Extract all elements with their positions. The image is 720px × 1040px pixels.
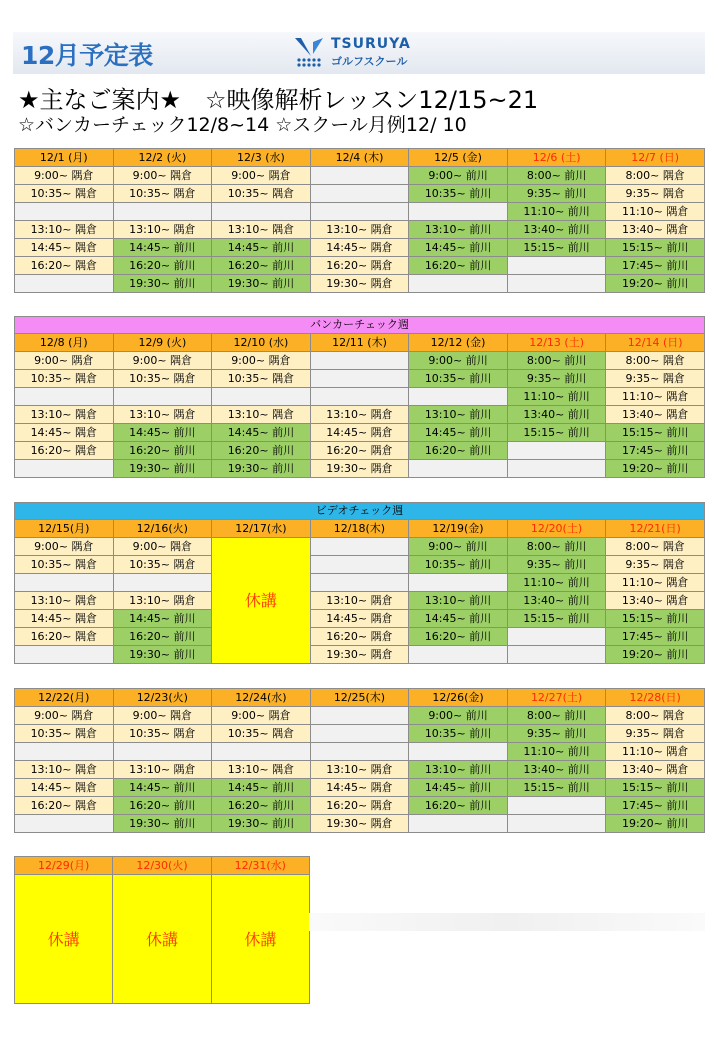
- lesson-slot: 9:00~ 隅倉: [113, 167, 212, 185]
- day-header: 12/17(水): [212, 520, 311, 538]
- lesson-slot: 19:30~ 前川: [113, 815, 212, 833]
- day-header: 12/11 (木): [310, 334, 409, 352]
- lesson-slot: 10:35~ 隅倉: [212, 370, 311, 388]
- time-slot-row: [15, 610, 705, 628]
- time-slot-row: [15, 167, 705, 185]
- empty-slot: [310, 167, 409, 185]
- lesson-slot: 14:45~ 前川: [409, 779, 508, 797]
- day-header: 12/2 (火): [113, 149, 212, 167]
- lesson-slot: 19:30~ 隅倉: [310, 646, 409, 664]
- empty-slot: [310, 743, 409, 761]
- lesson-slot: 9:00~ 前川: [409, 707, 508, 725]
- empty-slot: [212, 743, 311, 761]
- lesson-slot: 16:20~ 隅倉: [310, 797, 409, 815]
- lesson-slot: 9:00~ 隅倉: [212, 707, 311, 725]
- lesson-slot: 19:30~ 前川: [113, 460, 212, 478]
- lesson-slot: 9:00~ 隅倉: [15, 352, 114, 370]
- lesson-slot: 8:00~ 隅倉: [606, 538, 705, 556]
- lesson-slot: 14:45~ 前川: [212, 424, 311, 442]
- lesson-slot: 19:20~ 前川: [606, 460, 705, 478]
- lesson-slot: 9:35~ 前川: [507, 725, 606, 743]
- lesson-slot: 10:35~ 前川: [409, 556, 508, 574]
- lesson-slot: 17:45~ 前川: [606, 797, 705, 815]
- lesson-slot: 9:35~ 隅倉: [606, 370, 705, 388]
- time-slot-row: [15, 725, 705, 743]
- time-slot-row: [15, 257, 705, 275]
- time-slot-row: [15, 442, 705, 460]
- day-header: 12/26(金): [409, 689, 508, 707]
- lesson-slot: 8:00~ 隅倉: [606, 707, 705, 725]
- lesson-slot: 14:45~ 隅倉: [310, 779, 409, 797]
- lesson-slot: 8:00~ 前川: [507, 352, 606, 370]
- time-slot-row: [15, 797, 705, 815]
- day-header: 12/27(土): [507, 689, 606, 707]
- lesson-slot: 11:10~ 前川: [507, 388, 606, 406]
- lesson-slot: 9:35~ 隅倉: [606, 725, 705, 743]
- lesson-slot: 13:10~ 隅倉: [113, 761, 212, 779]
- lesson-slot: 16:20~ 前川: [113, 628, 212, 646]
- lesson-slot: 14:45~ 前川: [409, 239, 508, 257]
- time-slot-row: [15, 592, 705, 610]
- lesson-slot: 10:35~ 隅倉: [113, 725, 212, 743]
- lesson-slot: 10:35~ 前川: [409, 725, 508, 743]
- lesson-slot: 13:10~ 前川: [409, 592, 508, 610]
- announcement-line-2: ☆バンカーチェック12/8~14 ☆スクール月例12/ 10: [18, 114, 467, 136]
- lesson-slot: 9:00~ 隅倉: [15, 167, 114, 185]
- time-slot-row: [15, 239, 705, 257]
- lesson-slot: 14:45~ 前川: [409, 424, 508, 442]
- lesson-slot: 13:40~ 前川: [507, 592, 606, 610]
- empty-slot: [409, 743, 508, 761]
- empty-slot: [409, 574, 508, 592]
- lesson-slot: 13:10~ 隅倉: [15, 592, 114, 610]
- lesson-slot: 19:20~ 前川: [606, 646, 705, 664]
- day-header: 12/13 (土): [507, 334, 606, 352]
- lesson-slot: 9:35~ 隅倉: [606, 556, 705, 574]
- lesson-slot: 13:40~ 前川: [507, 406, 606, 424]
- day-header: 12/15(月): [15, 520, 114, 538]
- lesson-slot: 16:20~ 隅倉: [15, 257, 114, 275]
- lesson-slot: 16:20~ 前川: [409, 628, 508, 646]
- empty-slot: [310, 388, 409, 406]
- closed-day-cell: 休講: [113, 875, 211, 1004]
- empty-slot: [507, 815, 606, 833]
- empty-slot: [310, 707, 409, 725]
- day-header: 12/18(木): [310, 520, 409, 538]
- lesson-slot: 15:15~ 前川: [507, 239, 606, 257]
- lesson-slot: 16:20~ 前川: [212, 257, 311, 275]
- empty-slot: [409, 460, 508, 478]
- empty-slot: [113, 388, 212, 406]
- empty-slot: [507, 797, 606, 815]
- lesson-slot: 17:45~ 前川: [606, 257, 705, 275]
- lesson-slot: 14:45~ 前川: [113, 239, 212, 257]
- lesson-slot: 16:20~ 隅倉: [15, 628, 114, 646]
- lesson-slot: 9:35~ 前川: [507, 370, 606, 388]
- lesson-slot: 9:00~ 隅倉: [15, 538, 114, 556]
- day-header: 12/20(土): [507, 520, 606, 538]
- lesson-slot: 15:15~ 前川: [606, 239, 705, 257]
- lesson-slot: 9:00~ 隅倉: [113, 707, 212, 725]
- lesson-slot: 19:20~ 前川: [606, 275, 705, 293]
- empty-slot: [507, 442, 606, 460]
- schedule-week-4: [14, 688, 705, 833]
- time-slot-row: [15, 460, 705, 478]
- lesson-slot: 14:45~ 隅倉: [15, 239, 114, 257]
- lesson-slot: 13:10~ 隅倉: [212, 406, 311, 424]
- lesson-slot: 9:00~ 前川: [409, 352, 508, 370]
- empty-slot: [409, 646, 508, 664]
- lesson-slot: 10:35~ 前川: [409, 185, 508, 203]
- lesson-slot: 9:00~ 隅倉: [212, 352, 311, 370]
- empty-slot: [15, 275, 114, 293]
- lesson-slot: 11:10~ 前川: [507, 203, 606, 221]
- lesson-slot: 9:35~ 前川: [507, 185, 606, 203]
- lesson-slot: 13:40~ 前川: [507, 761, 606, 779]
- week-banner: ビデオチェック週: [15, 503, 705, 520]
- lesson-slot: 19:30~ 隅倉: [310, 460, 409, 478]
- lesson-slot: 9:35~ 隅倉: [606, 185, 705, 203]
- lesson-slot: 9:00~ 前川: [409, 538, 508, 556]
- day-header: 12/4 (木): [310, 149, 409, 167]
- lesson-slot: 19:30~ 前川: [212, 815, 311, 833]
- time-slot-row: [15, 628, 705, 646]
- day-header: 12/12 (金): [409, 334, 508, 352]
- lesson-slot: 13:10~ 隅倉: [113, 406, 212, 424]
- golf-swing-icon: [291, 36, 327, 70]
- lesson-slot: 10:35~ 前川: [409, 370, 508, 388]
- empty-slot: [507, 275, 606, 293]
- empty-slot: [15, 460, 114, 478]
- day-header: 12/24(水): [212, 689, 311, 707]
- lesson-slot: 13:40~ 隅倉: [606, 592, 705, 610]
- lesson-slot: 15:15~ 前川: [606, 424, 705, 442]
- day-header: 12/3 (水): [212, 149, 311, 167]
- time-slot-row: [15, 424, 705, 442]
- empty-slot: [113, 574, 212, 592]
- lesson-slot: 15:15~ 前川: [606, 610, 705, 628]
- day-header: 12/10 (水): [212, 334, 311, 352]
- lesson-slot: 14:45~ 前川: [113, 779, 212, 797]
- lesson-slot: 17:45~ 前川: [606, 628, 705, 646]
- lesson-slot: 11:10~ 隅倉: [606, 203, 705, 221]
- empty-slot: [113, 743, 212, 761]
- time-slot-row: [15, 556, 705, 574]
- empty-slot: [212, 388, 311, 406]
- time-slot-row: [15, 761, 705, 779]
- closed-day-cell: 休講: [212, 538, 311, 664]
- lesson-slot: 15:15~ 前川: [507, 424, 606, 442]
- lesson-slot: 13:40~ 隅倉: [606, 406, 705, 424]
- lesson-slot: 11:10~ 隅倉: [606, 743, 705, 761]
- lesson-slot: 9:00~ 隅倉: [113, 352, 212, 370]
- empty-slot: [310, 370, 409, 388]
- lesson-slot: 16:20~ 前川: [409, 442, 508, 460]
- day-header: 12/30(火): [113, 857, 211, 875]
- day-header: 12/1 (月): [15, 149, 114, 167]
- lesson-slot: 15:15~ 前川: [606, 779, 705, 797]
- lesson-slot: 14:45~ 前川: [212, 779, 311, 797]
- day-header: 12/6 (土): [507, 149, 606, 167]
- lesson-slot: 14:45~ 隅倉: [15, 779, 114, 797]
- lesson-slot: 14:45~ 隅倉: [310, 239, 409, 257]
- lesson-slot: 19:30~ 前川: [113, 275, 212, 293]
- empty-slot: [507, 628, 606, 646]
- time-slot-row: [15, 538, 705, 556]
- page-header: [13, 32, 705, 74]
- empty-slot: [310, 203, 409, 221]
- empty-slot: [310, 538, 409, 556]
- empty-slot: [113, 203, 212, 221]
- empty-slot: [310, 185, 409, 203]
- lesson-slot: 16:20~ 前川: [212, 442, 311, 460]
- time-slot-row: [15, 388, 705, 406]
- lesson-slot: 14:45~ 隅倉: [310, 610, 409, 628]
- lesson-slot: 10:35~ 隅倉: [15, 185, 114, 203]
- lesson-slot: 14:45~ 前川: [409, 610, 508, 628]
- lesson-slot: 14:45~ 前川: [212, 239, 311, 257]
- lesson-slot: 8:00~ 前川: [507, 167, 606, 185]
- lesson-slot: 9:00~ 前川: [409, 167, 508, 185]
- lesson-slot: 13:10~ 隅倉: [15, 406, 114, 424]
- tsuruya-logo: [291, 35, 431, 71]
- empty-slot: [15, 743, 114, 761]
- time-slot-row: [15, 707, 705, 725]
- lesson-slot: 11:10~ 隅倉: [606, 388, 705, 406]
- empty-slot: [310, 725, 409, 743]
- lesson-slot: 10:35~ 隅倉: [212, 185, 311, 203]
- time-slot-row: [15, 185, 705, 203]
- lesson-slot: 13:10~ 隅倉: [113, 592, 212, 610]
- time-slot-row: [15, 406, 705, 424]
- schedule-week-3: [14, 502, 705, 664]
- empty-slot: [212, 203, 311, 221]
- day-header: 12/14 (日): [606, 334, 705, 352]
- day-header: 12/19(金): [409, 520, 508, 538]
- lesson-slot: 13:10~ 隅倉: [310, 221, 409, 239]
- lesson-slot: 10:35~ 隅倉: [113, 185, 212, 203]
- day-header: 12/8 (月): [15, 334, 114, 352]
- lesson-slot: 9:00~ 隅倉: [113, 538, 212, 556]
- lesson-slot: 10:35~ 隅倉: [113, 556, 212, 574]
- lesson-slot: 16:20~ 前川: [113, 257, 212, 275]
- schedule-week-1: [14, 148, 705, 293]
- lesson-slot: 13:10~ 隅倉: [113, 221, 212, 239]
- empty-slot: [15, 815, 114, 833]
- empty-slot: [15, 646, 114, 664]
- empty-slot: [409, 815, 508, 833]
- lesson-slot: 19:30~ 前川: [212, 460, 311, 478]
- lesson-slot: 13:10~ 前川: [409, 761, 508, 779]
- lesson-slot: 13:10~ 隅倉: [212, 761, 311, 779]
- time-slot-row: [15, 743, 705, 761]
- day-header: 12/28(日): [606, 689, 705, 707]
- empty-slot: [310, 556, 409, 574]
- time-slot-row: [15, 779, 705, 797]
- logo-brand: TSURUYA: [331, 36, 411, 52]
- lesson-slot: 8:00~ 隅倉: [606, 352, 705, 370]
- lesson-slot: 10:35~ 隅倉: [113, 370, 212, 388]
- lesson-slot: 9:00~ 隅倉: [15, 707, 114, 725]
- lesson-slot: 15:15~ 前川: [507, 779, 606, 797]
- announcement-line-1: ★主なご案内★ ☆映像解析レッスン12/15~21: [18, 86, 539, 114]
- lesson-slot: 16:20~ 隅倉: [15, 442, 114, 460]
- empty-slot: [310, 574, 409, 592]
- schedule-week-2: [14, 316, 705, 478]
- lesson-slot: 10:35~ 隅倉: [15, 370, 114, 388]
- time-slot-row: [15, 221, 705, 239]
- time-slot-row: [15, 370, 705, 388]
- lesson-slot: 8:00~ 隅倉: [606, 167, 705, 185]
- lesson-slot: 13:10~ 前川: [409, 406, 508, 424]
- lesson-slot: 13:10~ 隅倉: [15, 221, 114, 239]
- lesson-slot: 13:10~ 隅倉: [212, 221, 311, 239]
- page-title: 12月予定表: [21, 41, 153, 70]
- lesson-slot: 19:30~ 隅倉: [310, 815, 409, 833]
- lesson-slot: 19:30~ 前川: [212, 275, 311, 293]
- logo-subtitle: ゴルフスクール: [331, 55, 408, 68]
- lesson-slot: 14:45~ 隅倉: [310, 424, 409, 442]
- time-slot-row: [15, 352, 705, 370]
- lesson-slot: 16:20~ 前川: [409, 257, 508, 275]
- time-slot-row: [15, 646, 705, 664]
- empty-slot: [507, 646, 606, 664]
- time-slot-row: [15, 574, 705, 592]
- empty-slot: [409, 203, 508, 221]
- lesson-slot: 11:10~ 隅倉: [606, 574, 705, 592]
- lesson-slot: 13:10~ 隅倉: [310, 406, 409, 424]
- day-header: 12/22(月): [15, 689, 114, 707]
- lesson-slot: 16:20~ 前川: [212, 797, 311, 815]
- lesson-slot: 16:20~ 隅倉: [15, 797, 114, 815]
- lesson-slot: 8:00~ 前川: [507, 707, 606, 725]
- day-header: 12/25(木): [310, 689, 409, 707]
- lesson-slot: 9:35~ 前川: [507, 556, 606, 574]
- empty-slot: [409, 275, 508, 293]
- schedule-week-5: [14, 856, 310, 1004]
- lesson-slot: 15:15~ 前川: [507, 610, 606, 628]
- lesson-slot: 19:30~ 隅倉: [310, 275, 409, 293]
- time-slot-row: [15, 275, 705, 293]
- lesson-slot: 13:10~ 前川: [409, 221, 508, 239]
- day-header: 12/21(日): [606, 520, 705, 538]
- lesson-slot: 14:45~ 前川: [113, 424, 212, 442]
- empty-slot: [310, 352, 409, 370]
- divider-shade: [309, 913, 705, 931]
- lesson-slot: 14:45~ 隅倉: [15, 424, 114, 442]
- lesson-slot: 16:20~ 隅倉: [310, 257, 409, 275]
- lesson-slot: 9:00~ 隅倉: [212, 167, 311, 185]
- week-banner: バンカーチェック週: [15, 317, 705, 334]
- lesson-slot: 13:10~ 隅倉: [15, 761, 114, 779]
- day-header: 12/7 (日): [606, 149, 705, 167]
- lesson-slot: 13:40~ 前川: [507, 221, 606, 239]
- day-header: 12/5 (金): [409, 149, 508, 167]
- lesson-slot: 14:45~ 隅倉: [15, 610, 114, 628]
- empty-slot: [507, 460, 606, 478]
- empty-slot: [409, 388, 508, 406]
- time-slot-row: [15, 203, 705, 221]
- day-header: 12/29(月): [15, 857, 113, 875]
- lesson-slot: 19:30~ 前川: [113, 646, 212, 664]
- day-header: 12/23(火): [113, 689, 212, 707]
- empty-slot: [15, 203, 114, 221]
- empty-slot: [15, 574, 114, 592]
- lesson-slot: 19:20~ 前川: [606, 815, 705, 833]
- lesson-slot: 17:45~ 前川: [606, 442, 705, 460]
- lesson-slot: 16:20~ 前川: [113, 797, 212, 815]
- day-header: 12/31(水): [211, 857, 309, 875]
- lesson-slot: 14:45~ 前川: [113, 610, 212, 628]
- time-slot-row: [15, 815, 705, 833]
- closed-day-cell: 休講: [211, 875, 309, 1004]
- day-header: 12/16(火): [113, 520, 212, 538]
- lesson-slot: 13:40~ 隅倉: [606, 761, 705, 779]
- empty-slot: [507, 257, 606, 275]
- lesson-slot: 10:35~ 隅倉: [212, 725, 311, 743]
- lesson-slot: 13:10~ 隅倉: [310, 592, 409, 610]
- day-header: 12/9 (火): [113, 334, 212, 352]
- lesson-slot: 8:00~ 前川: [507, 538, 606, 556]
- lesson-slot: 16:20~ 前川: [409, 797, 508, 815]
- lesson-slot: 16:20~ 前川: [113, 442, 212, 460]
- lesson-slot: 11:10~ 前川: [507, 743, 606, 761]
- empty-slot: [15, 388, 114, 406]
- lesson-slot: 13:10~ 隅倉: [310, 761, 409, 779]
- lesson-slot: 10:35~ 隅倉: [15, 556, 114, 574]
- lesson-slot: 13:40~ 隅倉: [606, 221, 705, 239]
- lesson-slot: 16:20~ 隅倉: [310, 442, 409, 460]
- lesson-slot: 11:10~ 前川: [507, 574, 606, 592]
- lesson-slot: 10:35~ 隅倉: [15, 725, 114, 743]
- lesson-slot: 16:20~ 隅倉: [310, 628, 409, 646]
- closed-day-cell: 休講: [15, 875, 113, 1004]
